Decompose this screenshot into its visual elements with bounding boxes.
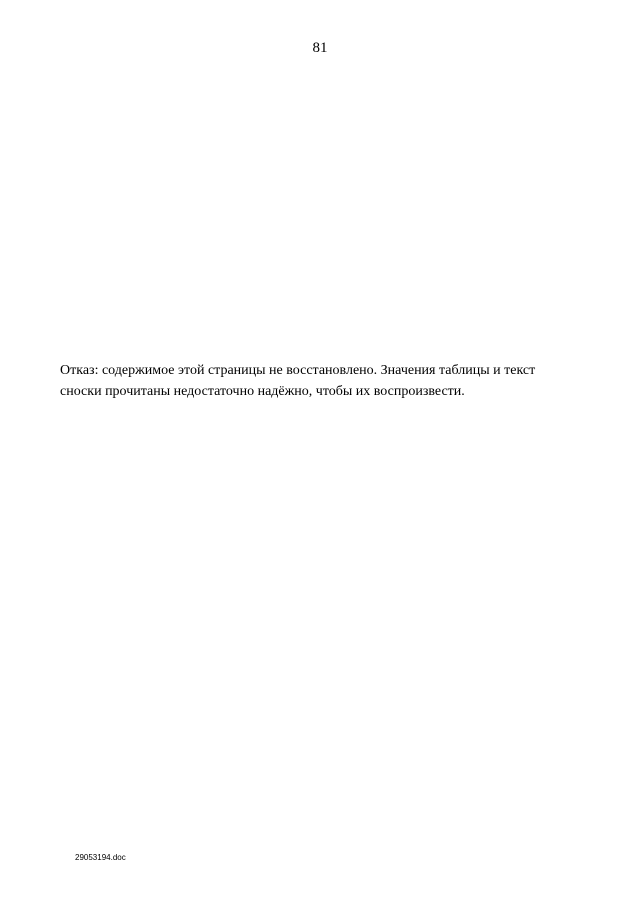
notice: Отказ: содержимое этой страницы не восстановлено. Значения таблицы и текст сноски прочитаны недостаточно надёжно, чтобы их воспроизвести. (60, 363, 536, 399)
page-number: 81 (312, 40, 328, 56)
document-id: 29053194.doc (75, 853, 126, 862)
